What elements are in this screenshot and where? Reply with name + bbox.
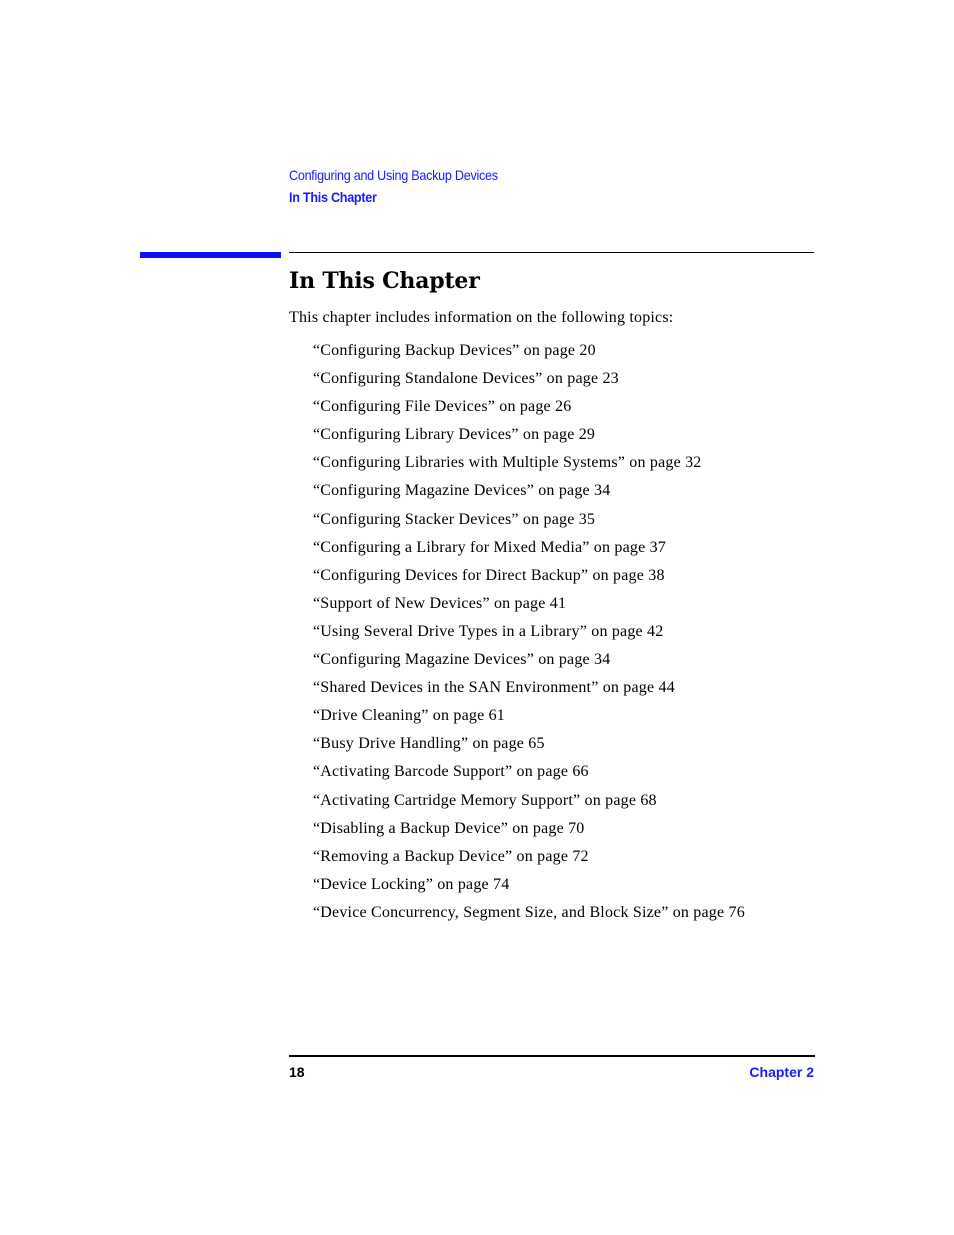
topic-link[interactable]: “Configuring Standalone Devices” on page 23 xyxy=(313,370,619,388)
topic-link[interactable]: “Configuring Library Devices” on page 29 xyxy=(313,426,596,444)
topic-link[interactable]: “Device Locking” on page 74 xyxy=(313,875,510,893)
topic-link[interactable]: “Configuring Devices for Direct Backup” on page 38 xyxy=(313,566,665,584)
section-accent-bar xyxy=(140,252,281,258)
running-header xyxy=(289,164,521,208)
topic-link[interactable]: “Shared Devices in the SAN Environment” on page 44 xyxy=(313,679,675,697)
topic-link[interactable]: “Activating Barcode Support” on page 66 xyxy=(313,763,589,781)
section-title: In This Chapter xyxy=(289,268,480,294)
topic-link[interactable]: “Activating Cartridge Memory Support” on page 68 xyxy=(313,791,657,809)
topic-link[interactable]: “Configuring a Library for Mixed Media” on page 37 xyxy=(313,538,667,556)
header-chapter-title[interactable]: Configuring and Using Backup Devices xyxy=(289,167,498,183)
topic-link[interactable]: “Configuring Backup Devices” on page 20 xyxy=(313,342,596,359)
topic-link[interactable]: “Removing a Backup Device” on page 72 xyxy=(313,847,589,865)
header-section-title[interactable]: In This Chapter xyxy=(289,189,377,205)
topic-link[interactable]: “Using Several Drive Types in a Library” on page 42 xyxy=(313,622,664,640)
topic-link[interactable]: “Configuring Magazine Devices” on page 34 xyxy=(313,651,611,669)
page-number: 18 xyxy=(289,1064,305,1080)
topic-link[interactable]: “Device Concurrency, Segment Size, and Block Size” on page 76 xyxy=(313,903,745,921)
section-intro: This chapter includes information on the following topics: xyxy=(289,309,674,326)
footer-divider xyxy=(289,1055,815,1057)
topic-link[interactable]: “Support of New Devices” on page 41 xyxy=(313,594,567,612)
topic-list xyxy=(313,340,745,930)
topic-link[interactable]: “Configuring Libraries with Multiple Systems” on page 32 xyxy=(313,454,702,472)
topic-link[interactable]: “Configuring File Devices” on page 26 xyxy=(313,398,572,416)
topic-link[interactable]: “Drive Cleaning” on page 61 xyxy=(313,707,506,725)
footer-chapter-label: Chapter 2 xyxy=(749,1064,814,1080)
topic-link[interactable]: “Configuring Magazine Devices” on page 34 xyxy=(313,482,611,500)
section-divider xyxy=(289,252,814,253)
topic-link[interactable]: “Configuring Stacker Devices” on page 35 xyxy=(313,510,596,528)
topic-link[interactable]: “Disabling a Backup Device” on page 70 xyxy=(313,819,585,837)
topic-link[interactable]: “Busy Drive Handling” on page 65 xyxy=(313,735,545,753)
